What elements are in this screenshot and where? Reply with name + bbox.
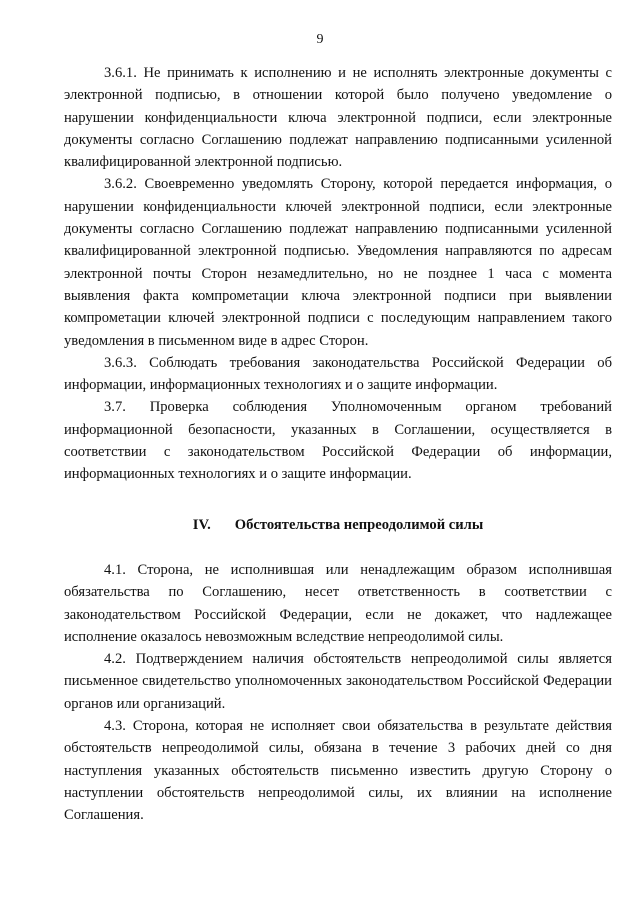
clause-3-6-2: 3.6.2. Своевременно уведомлять Сторону, которой передается информация, о нарушении конфиденциальности ключей электронной подписи, если электронные документы согласно Соглашению подлежат направлению подписанными усиленной квалифицированной электронной подписью. Уведомления направляются по адресам электронной почты Сторон незамедлительно, но не позднее 1 часа с момента выявления факта компрометации ключа электронной подписи при выявлении компрометации ключей электронной подписи с последующим направлением такого уведомления в письменном виде в адрес Сторон.	[64, 176, 612, 349]
section-number: IV.	[192, 516, 211, 533]
clause-4-2: 4.2. Подтверждением наличия обстоятельств непреодолимой силы является письменное свидетельство уполномоченных законодательством Российской Федерации органов или организаций.	[64, 651, 612, 712]
clause-4-1: 4.1. Сторона, не исполнившая или ненадлежащим образом исполнившая обязательства по Соглашению, несет ответственность в соответствии с законодательством Российской Федерации, если не докажет, что надлежащее исполнение оказалось невозможным вследствие непреодолимой силы.	[64, 561, 612, 645]
clause-3-6-1: 3.6.1. Не принимать к исполнению и не исполнять электронные документы с электронной подписью, в отношении которой было получено уведомление о нарушении конфиденциальности ключа электронной подписи, если электронные документы согласно Соглашению подлежат направлению подписанными усиленной квалифицированной электронной подписью.	[64, 65, 612, 171]
clause-3-7: 3.7. Проверка соблюдения Уполномоченным органом требований информационной безопасности, указанных в Соглашении, осуществляется в соответствии с законодательством Российской Федерации об информации, информационных технологиях и о защите информации.	[64, 399, 612, 483]
document-body	[64, 62, 612, 827]
page-number: 9	[316, 32, 324, 47]
section-heading	[64, 514, 612, 536]
clause-3-6-3: 3.6.3. Соблюдать требования законодательства Российской Федерации об информации, информационных технологиях и о защите информации.	[64, 354, 612, 394]
clause-4-3: 4.3. Сторона, которая не исполняет свои обязательства в результате действия обстоятельств непреодолимой силы, обязана в течение 3 рабочих дней со дня наступления указанных обстоятельств письменно известить другую Сторону о наступлении обстоятельств непреодолимой силы, их влиянии на исполнение Соглашения.	[64, 718, 612, 824]
section-title: Обстоятельства непреодолимой силы	[234, 516, 484, 533]
